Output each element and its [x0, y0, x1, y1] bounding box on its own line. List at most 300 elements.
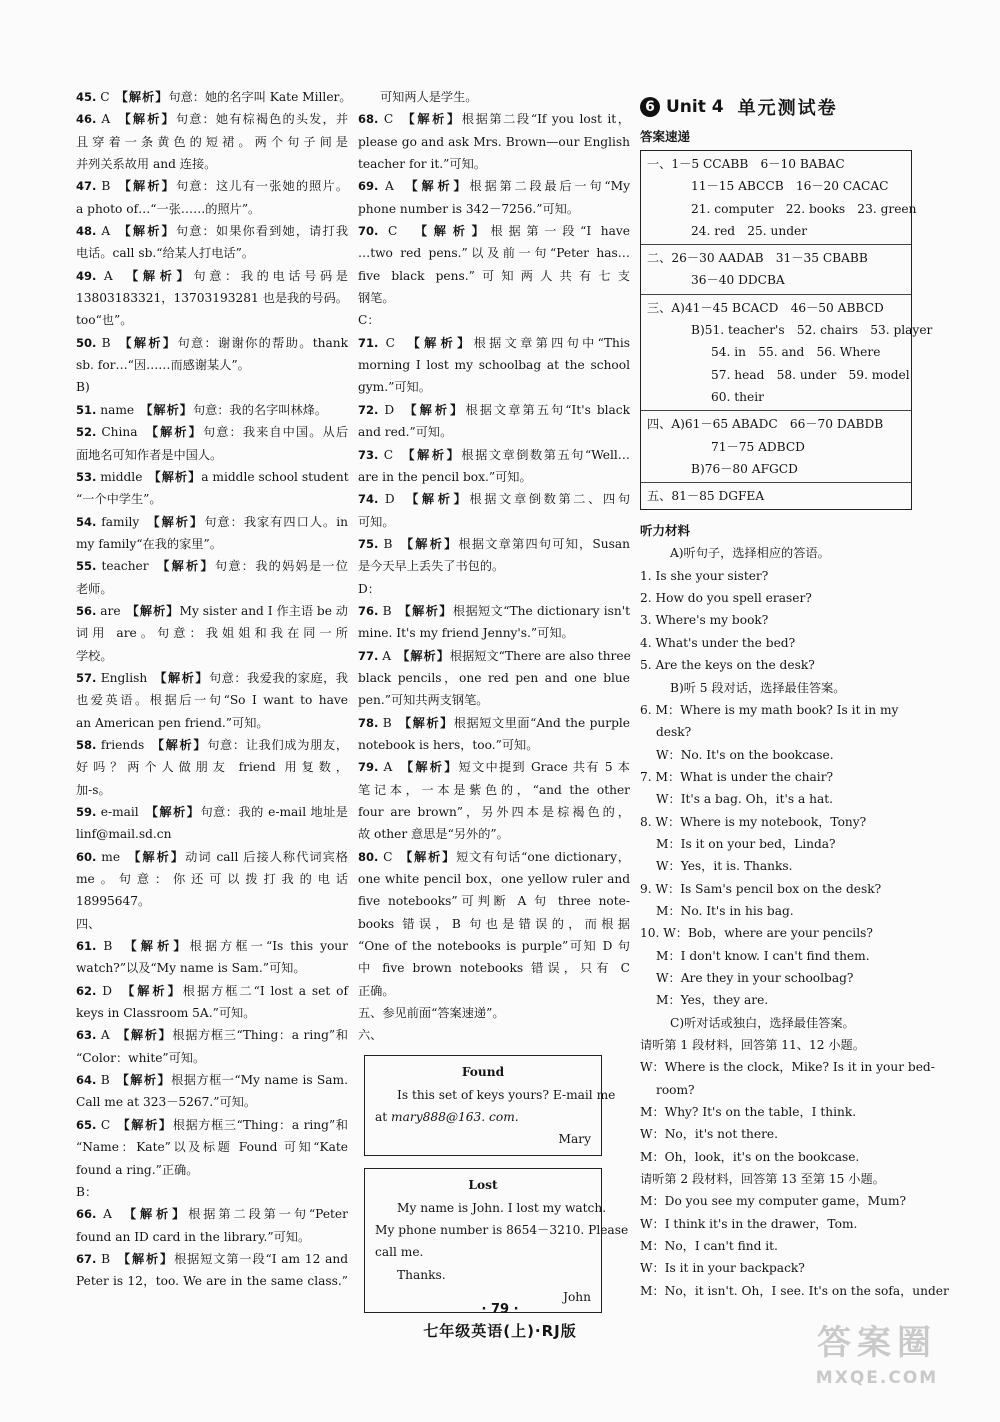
- answer-item-line: [76, 957, 348, 979]
- analysis-marker: 【解析】: [151, 425, 203, 440]
- answer-item: [76, 734, 348, 756]
- answer-text: five black pens.”可知两人共有七支: [358, 268, 630, 283]
- listening-line: 7. M：What is under the chair?: [640, 769, 834, 784]
- answer-item-line: [76, 131, 348, 153]
- watermark-text: 答案圈: [817, 1323, 937, 1363]
- answer-text: 笔记本，一本是紫色的，“and the other: [358, 782, 630, 797]
- answer-text: “Name：Kate”以及标题 Found 可知“Kate: [76, 1140, 348, 1155]
- answer-item: [358, 220, 630, 242]
- answer-heading: 答案速递: [640, 129, 691, 144]
- question-number: 78.: [358, 715, 379, 730]
- answer-item: [76, 555, 348, 577]
- answer-key-line: 11－15 ABCCB 16－20 CACAC: [691, 179, 889, 194]
- answer-item: [358, 399, 630, 421]
- book-title: 七年级英语(上)·RJ版: [423, 1322, 577, 1340]
- answer-item: [76, 801, 348, 823]
- listening-line: 10. W：Bob，where are your pencils?: [640, 926, 873, 941]
- answer-item-line: [76, 645, 348, 667]
- answer-item: [76, 175, 348, 197]
- page-number: · 79 ·: [481, 1302, 519, 1317]
- answer-text: phone number is 342－7256.”可知。: [358, 201, 580, 216]
- question-number: 76.: [358, 603, 379, 618]
- listening-line: M：Do you see my computer game，Mum?: [640, 1194, 907, 1209]
- answer-text: D：: [358, 581, 380, 596]
- unit-4-test-column: [640, 88, 949, 1302]
- lost-notice-line: My phone number is 8654－3210. Please: [375, 1222, 629, 1237]
- answer-text: Peter is 12，too. We are in the same class.”: [76, 1274, 348, 1289]
- answer-section: [641, 483, 911, 509]
- answer-item-line: [76, 779, 348, 801]
- answer-text: my family“在我的家里”。: [76, 536, 222, 551]
- answer-text: 学校。: [76, 648, 113, 663]
- answer-item-line: [358, 198, 630, 220]
- analysis-marker: 【解析】: [412, 492, 470, 507]
- answer-text: C 【解析】根据第一段“I have: [378, 224, 631, 239]
- answer-text: “一个中学生”。: [76, 492, 162, 507]
- answer-item: [76, 1069, 348, 1091]
- found-notice-title: Found: [461, 1064, 505, 1079]
- answer-text: D 【解析】根据文章倒数第二、四句: [378, 492, 631, 507]
- question-number: 67.: [76, 1251, 97, 1266]
- answer-item-line: [358, 1024, 630, 1046]
- answer-text: C 【解析】根据方框三“Thing：a ring”和: [96, 1117, 348, 1132]
- question-number: 58.: [76, 737, 97, 752]
- lost-notice-box: [364, 1168, 629, 1313]
- listening-transcript: [640, 542, 949, 1302]
- answer-text: 老师。: [76, 581, 113, 596]
- answer-text: 面地名可知作者是中国人。: [76, 447, 223, 462]
- answer-section: [641, 151, 917, 245]
- answer-item-line: [358, 890, 630, 912]
- question-number: 77.: [358, 648, 379, 663]
- question-number: 50.: [76, 335, 97, 350]
- answer-text: 中 five brown notebooks 错误，只有 C: [358, 961, 630, 976]
- answer-text: “Color：white”可知。: [76, 1050, 206, 1065]
- answer-item-line: [358, 242, 630, 264]
- answer-text: “One of the notebooks is purple”可知 D 句: [358, 939, 630, 954]
- answer-item-line: [358, 913, 630, 935]
- answer-text: D 【解析】根据方框二“I lost a set of: [96, 983, 348, 998]
- answer-text: B 【解析】根据方框一“Is this your: [96, 939, 348, 954]
- listening-line: C)听对话或独白，选择最佳答案。: [670, 1015, 855, 1030]
- listening-line: 请听第 1 段材料，回答第 11、12 小题。: [640, 1038, 865, 1053]
- question-number: 74.: [358, 492, 379, 507]
- found-notice-line: at: [375, 1110, 392, 1125]
- analysis-marker: 【解析】: [124, 179, 176, 194]
- answer-item: [358, 756, 630, 778]
- analysis-marker: 【解析】: [406, 849, 457, 864]
- analysis-marker: 【解析】: [408, 447, 462, 462]
- question-number: 80.: [358, 849, 379, 864]
- listening-line: 9. W：Is Sam's pencil box on the desk?: [640, 881, 882, 896]
- analysis-marker: 【解析】: [134, 849, 186, 864]
- unit-number-badge: 6: [640, 97, 660, 117]
- answer-item-line: [76, 578, 348, 600]
- lost-notice-line: Thanks.: [397, 1267, 446, 1282]
- answer-text: five notebooks”可判断 A 句 three note-: [358, 894, 630, 909]
- lost-notice-line: My name is John. I lost my watch.: [397, 1200, 607, 1215]
- question-number: 54.: [76, 514, 97, 529]
- analysis-marker: 【解析】: [163, 559, 215, 574]
- listening-line: W：Yes，it is. Thanks.: [656, 859, 793, 874]
- answer-item-line: [76, 868, 348, 890]
- answer-text: gym.”可知。: [358, 380, 431, 395]
- answer-text: A 【解析】根据第二段第一句“Peter: [96, 1207, 348, 1222]
- answer-item-line: [76, 444, 348, 466]
- answer-item: [76, 466, 348, 488]
- analysis-marker: 【解析】: [128, 983, 183, 998]
- answer-text: teacher for it.”可知。: [358, 157, 486, 172]
- analysis-marker: 【解析】: [403, 648, 450, 663]
- answer-item-line: [76, 1270, 348, 1292]
- answer-text: too“也”。: [76, 313, 133, 328]
- listening-line: W：Is it in your backpack?: [640, 1261, 805, 1276]
- listening-line: A)听句子，选择相应的答语。: [670, 546, 830, 561]
- question-number: 71.: [358, 335, 379, 350]
- answer-item-line: [76, 242, 348, 264]
- answer-text: found an ID card in the library.”可知。: [76, 1229, 311, 1244]
- answer-item: [358, 846, 630, 868]
- answer-item-line: [76, 376, 348, 398]
- answer-item-line: [358, 131, 630, 153]
- answer-item: [76, 600, 348, 622]
- answer-text: C 【解析】短文有句话“one dictionary，: [378, 849, 630, 864]
- answer-text: A 【解析】句意：她有棕褐色的头发，并: [96, 112, 349, 127]
- answer-item-line: [76, 1136, 348, 1158]
- answer-item-line: [358, 801, 630, 823]
- listening-line: 6. M：Where is my math book? Is it in my: [640, 702, 899, 717]
- answer-text: A 【解析】根据第二段最后一句“My: [378, 179, 630, 194]
- question-number: 45.: [76, 90, 97, 104]
- answer-item-line: [76, 533, 348, 555]
- answer-item-line: [358, 689, 630, 711]
- answer-item-line: [76, 1047, 348, 1069]
- listening-line: 3. Where's my book?: [640, 613, 769, 628]
- analysis-marker: 【解析】: [132, 603, 180, 618]
- answer-text: 四、: [76, 916, 101, 931]
- answer-text: 正确。: [358, 983, 395, 998]
- answer-item: [76, 332, 348, 354]
- analysis-marker: 【解析】: [122, 1073, 172, 1088]
- analysis-marker: 【解析】: [420, 224, 491, 239]
- answer-item-line: [358, 376, 630, 398]
- answer-text: C 【解析】句意：她的名字叫 Kate Miller。: [96, 90, 352, 104]
- answer-text: a photo of…“一张……的照片”。: [76, 201, 261, 216]
- answer-text: 13803183321，13703193281 也是我的号码。: [76, 291, 348, 306]
- answer-text: pen.”可知共两支钢笔。: [358, 693, 489, 708]
- analysis-marker: 【解析】: [125, 335, 178, 350]
- question-number: 55.: [76, 559, 97, 574]
- answer-item: [76, 108, 348, 130]
- answer-item-line: [76, 1002, 348, 1024]
- answer-item-line: [358, 578, 630, 600]
- analysis-marker: 【解析】: [151, 805, 201, 819]
- analysis-marker: 【解析】: [124, 112, 176, 127]
- question-number: 70.: [358, 224, 379, 239]
- answer-item-line: [358, 265, 630, 287]
- answer-text: morning I lost my schoolbag at the school: [358, 358, 630, 373]
- question-number: 65.: [76, 1117, 97, 1132]
- answer-text: me。句意：你还可以拨打我的电话: [76, 872, 348, 887]
- answer-item-line: [76, 1159, 348, 1181]
- answer-item-line: [358, 309, 630, 331]
- listening-line: M：No. It's in his bag.: [656, 903, 794, 918]
- answer-item-line: [358, 153, 630, 175]
- answer-text: B：: [76, 1184, 98, 1199]
- listening-line: B)听 5 段对话，选择最佳答案。: [670, 680, 846, 695]
- answer-text: sb. for…“因……而感谢某人”。: [76, 358, 250, 373]
- answer-key-line: 54. in 55. and 56. Where: [711, 345, 881, 360]
- answer-text: 词用 are。句意：我姐姐和我在同一所: [76, 626, 348, 641]
- answer-text: friends 【解析】句意：让我们成为朋友，: [96, 737, 349, 752]
- answer-text: please go and ask Mrs. Brown—our English: [358, 134, 630, 149]
- answer-text: 并列关系故用 and 连接。: [76, 157, 217, 172]
- listening-line: 4. What's under the bed?: [640, 635, 796, 650]
- question-number: 62.: [76, 983, 97, 998]
- answer-item-line: [76, 756, 348, 778]
- question-number: 72.: [358, 402, 379, 417]
- question-number: 61.: [76, 939, 97, 954]
- answer-item-line: [76, 1181, 348, 1203]
- question-number: 51.: [76, 402, 97, 417]
- answer-item-line: [358, 511, 630, 533]
- answer-item-line: [76, 153, 348, 175]
- answer-text: D 【解析】根据文章第五句“It's black: [378, 402, 630, 417]
- listening-line: M：Why? It's on the table，I think.: [640, 1105, 857, 1120]
- listening-line: 8. W：Where is my notebook，Tony?: [640, 814, 867, 829]
- listening-line: W：No. It's on the bookcase.: [656, 747, 834, 762]
- answer-text: me 【解析】动词 call 后接人称代词宾格: [96, 849, 348, 864]
- answer-key-line: 一、1－5 CCABB 6－10 BABAC: [647, 157, 845, 171]
- question-number: 68.: [358, 112, 379, 127]
- answer-text: books 错误，B 句也是错误的，而根据: [358, 916, 630, 931]
- answer-key-line: 三、A)41－45 BCACD 46－50 ABBCD: [647, 300, 884, 315]
- answer-item: [76, 511, 348, 533]
- answer-text: mine. It's my friend Jenny's.”可知。: [358, 626, 574, 641]
- listening-line: 5. Are the keys on the desk?: [640, 658, 815, 673]
- question-number: 75.: [358, 536, 379, 551]
- answer-text: …two red pens.”以及前一句“Peter has…: [358, 246, 630, 261]
- answer-text: keys in Classroom 5A.”可知。: [76, 1006, 256, 1021]
- answer-item-line: [358, 466, 630, 488]
- answer-text: found a ring.”正确。: [76, 1162, 199, 1177]
- analysis-marker: 【解析】: [406, 760, 459, 775]
- answer-item-line: [358, 354, 630, 376]
- answer-text: B 【解析】句意：谢谢你的帮助。thank: [96, 335, 348, 350]
- answer-text: C 【解析】根据文章第四句中“This: [378, 335, 630, 350]
- answer-item: [76, 1024, 348, 1046]
- answer-item: [76, 846, 348, 868]
- answer-item-line: [76, 287, 348, 309]
- listening-line: W：Are they in your schoolbag?: [656, 970, 854, 985]
- answer-key-line: B)51. teacher's 52. chairs 53. player: [691, 323, 933, 338]
- answer-text: 可知。: [358, 514, 395, 529]
- answer-text: 18995647。: [76, 894, 151, 909]
- answer-item-line: [358, 1002, 630, 1024]
- analysis-marker: 【解析】: [130, 939, 190, 954]
- question-number: 69.: [358, 179, 379, 194]
- answer-item: [358, 332, 630, 354]
- answer-key-line: 57. head 58. under 59. model: [711, 367, 910, 382]
- answer-key-line: 24. red 25. under: [691, 223, 808, 238]
- answer-text: B 【解析】句意：这儿有一张她的照片。: [96, 179, 349, 194]
- answer-item: [358, 175, 630, 197]
- answer-text: 钢笔。: [358, 291, 395, 306]
- question-number: 63.: [76, 1028, 97, 1043]
- listening-line: M：No，I can't find it.: [640, 1239, 778, 1254]
- answer-key-line: B)76－80 AFGCD: [691, 461, 798, 476]
- answer-text: A 【解析】根据方框三“Thing：a ring”和: [96, 1028, 348, 1043]
- analysis-marker: 【解析】: [404, 603, 453, 618]
- answer-text: are 【解析】My sister and I 作主语 be 动: [96, 603, 348, 618]
- answer-text: name 【解析】句意：我的名字叫林烽。: [96, 402, 328, 417]
- answer-item-line: [358, 868, 630, 890]
- listening-line: W：No，it's not there.: [640, 1127, 779, 1142]
- column-2-lines: [358, 86, 630, 1047]
- analysis-marker: 【解析】: [123, 1028, 173, 1043]
- answer-item: [76, 1114, 348, 1136]
- question-number: 46.: [76, 112, 97, 127]
- listening-line: desk?: [656, 725, 692, 740]
- answer-item: [76, 265, 348, 287]
- answer-item: [76, 1248, 348, 1270]
- analysis-marker: 【解析】: [124, 1251, 175, 1266]
- answer-text: black pencils，one red pen and one blue: [358, 670, 630, 685]
- answer-item: [358, 645, 630, 667]
- answer-text: B 【解析】根据短文里面“And the purple: [378, 715, 630, 730]
- answer-item: [358, 533, 630, 555]
- answer-item: [358, 488, 630, 510]
- answer-item-line: [358, 980, 630, 1002]
- question-number: 59.: [76, 805, 97, 819]
- answer-text: A 【解析】根据短文“There are also three: [378, 648, 631, 663]
- answer-text: notebook is hers，too.”可知。: [358, 737, 539, 752]
- answer-item-line: [358, 779, 630, 801]
- answer-key-line: 71－75 ADBCD: [711, 439, 805, 454]
- analysis-marker: 【解析】: [153, 514, 205, 529]
- answer-item: [358, 600, 630, 622]
- answer-text: and red.”可知。: [358, 425, 453, 440]
- answer-item-line: [358, 421, 630, 443]
- answer-key-line: 36－40 DDCBA: [691, 273, 785, 288]
- answer-text: teacher 【解析】句意：我的妈妈是一位: [96, 559, 348, 574]
- listening-line: W：It's a bag. Oh，it's a hat.: [656, 792, 833, 807]
- answer-text: C 【解析】根据文章倒数第五句“Well…: [378, 447, 630, 462]
- analysis-marker: 【解析】: [121, 90, 169, 104]
- lost-notice-signature: John: [563, 1289, 591, 1304]
- answer-section: [641, 295, 933, 411]
- analysis-marker: 【解析】: [132, 268, 194, 283]
- answer-item-line: [358, 86, 630, 108]
- analysis-marker: 【解析】: [405, 715, 454, 730]
- answer-key-line: 四、A)61－65 ABADC 66－70 DABDB: [647, 417, 884, 432]
- answer-text: C：: [358, 313, 380, 328]
- answer-text: 加-s。: [76, 782, 111, 797]
- listening-line: M：Yes，they are.: [656, 993, 769, 1008]
- found-notice-signature: Mary: [558, 1132, 591, 1147]
- answer-item-line: [76, 1226, 348, 1248]
- analysis-marker: 【解析】: [146, 402, 193, 417]
- quick-answer-box: [640, 150, 933, 510]
- question-number: 79.: [358, 760, 379, 775]
- question-number: 66.: [76, 1207, 97, 1222]
- answer-text: 六、: [358, 1028, 383, 1043]
- answer-text: Call me at 323－5267.”可知。: [76, 1095, 257, 1110]
- question-number: 49.: [76, 268, 97, 283]
- answer-item-line: [76, 354, 348, 376]
- found-notice-line: Is this set of keys yours? E-mail me: [397, 1087, 616, 1102]
- listening-heading: 听力材料: [640, 523, 691, 539]
- analysis-marker: 【解析】: [154, 469, 202, 484]
- listening-line: M：No，it isn't. Oh，I see. It's on the sofa，under: [640, 1283, 949, 1298]
- answer-key-line: 21. computer 22. books 23. green: [691, 201, 917, 216]
- answer-text: 五、参见前面“答案速递”。: [358, 1006, 505, 1021]
- lost-notice-line: call me.: [375, 1245, 424, 1260]
- answer-text: C 【解析】根据第二段“If you lost it，: [378, 112, 630, 127]
- answer-text: B): [76, 380, 90, 395]
- lost-notice-title: Lost: [468, 1177, 498, 1192]
- answer-text: B 【解析】根据文章第四句可知，Susan: [378, 536, 630, 551]
- answer-text: 也爱英语。根据后一句“So I want to have: [76, 693, 348, 708]
- analysis-marker: 【解析】: [410, 402, 466, 417]
- answer-item: [76, 980, 348, 1002]
- answer-explanations-column-2: [358, 86, 630, 1313]
- found-notice-email: mary888@163. com.: [391, 1110, 519, 1125]
- answer-item: [76, 421, 348, 443]
- answer-text: English 【解析】句意：我爱我的家庭，我: [96, 670, 348, 685]
- answer-text: A 【解析】短文中提到 Grace 共有 5 本: [378, 760, 630, 775]
- answer-item: [76, 86, 352, 108]
- answer-text: A 【解析】句意：如果你看到她，请打我: [96, 224, 349, 239]
- answer-key-line: 二、26－30 AADAB 31－35 CBABB: [647, 251, 868, 266]
- answer-text: linf@mail.sd.cn: [76, 827, 172, 842]
- listening-line: 1. Is she your sister?: [640, 568, 769, 583]
- answer-key-line: 五、81－85 DGFEA: [647, 489, 765, 504]
- analysis-marker: 【解析】: [129, 1207, 189, 1222]
- answer-item: [76, 667, 348, 689]
- question-number: 60.: [76, 849, 97, 864]
- question-number: 52.: [76, 425, 97, 440]
- listening-line: room?: [656, 1082, 695, 1097]
- answer-item-line: [76, 622, 348, 644]
- question-number: 53.: [76, 469, 97, 484]
- answer-item-line: [76, 309, 348, 331]
- answer-text: family 【解析】句意：我家有四口人。in: [96, 514, 348, 529]
- answer-text: 是今天早上丢失了书包的。: [358, 559, 505, 574]
- answer-item-line: [76, 890, 348, 912]
- answer-item: [76, 1203, 348, 1225]
- answer-section: [641, 411, 911, 483]
- answer-item-line: [76, 1091, 348, 1113]
- answer-item-line: [76, 689, 348, 711]
- answer-item-line: [76, 198, 348, 220]
- question-number: 73.: [358, 447, 379, 462]
- answer-text: B 【解析】根据短文“The dictionary isn't: [378, 603, 630, 618]
- listening-line: 2. How do you spell eraser?: [640, 591, 812, 606]
- answer-item-line: [358, 823, 630, 845]
- watermark-url: MXQE.COM: [815, 1368, 939, 1388]
- analysis-marker: 【解析】: [124, 224, 176, 239]
- answer-text: A 【解析】句意：我的电话号码是: [96, 268, 348, 283]
- question-number: 48.: [76, 224, 97, 239]
- answer-item-line: [358, 287, 630, 309]
- question-number: 56.: [76, 603, 97, 618]
- analysis-marker: 【解析】: [157, 737, 208, 752]
- question-number: 64.: [76, 1073, 97, 1088]
- answer-text: one white pencil box，one yellow ruler and: [358, 872, 630, 887]
- answer-item-line: [76, 712, 348, 734]
- unit-name: Unit 4: [666, 97, 724, 117]
